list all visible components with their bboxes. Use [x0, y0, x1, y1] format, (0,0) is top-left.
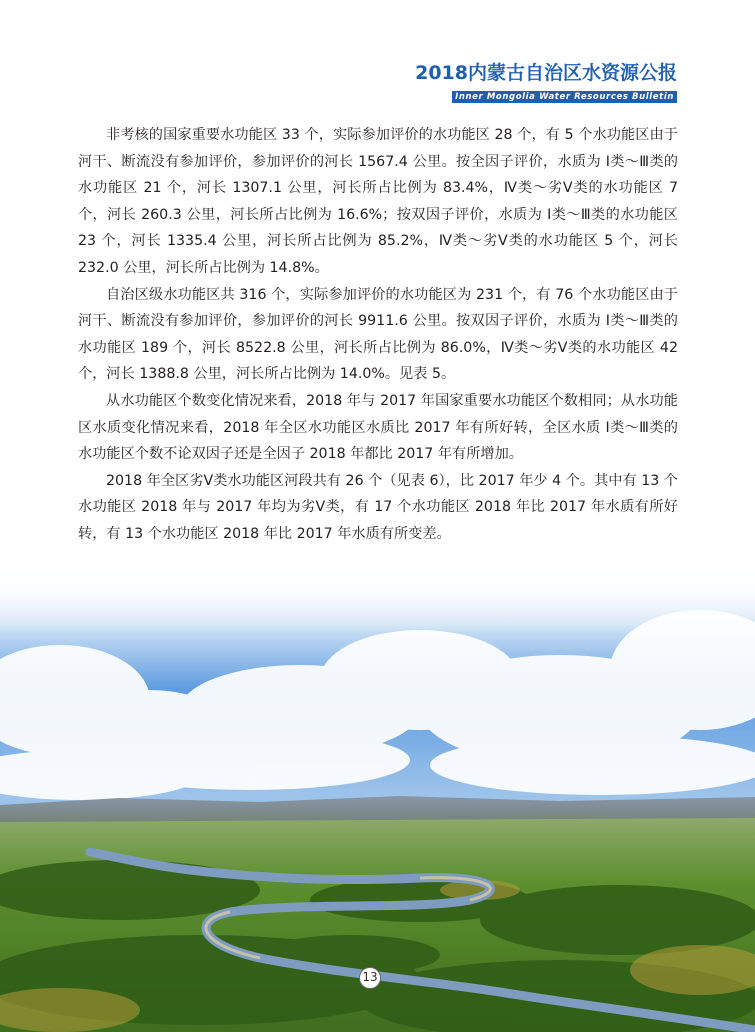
paragraph-change-analysis: 从水功能区个数变化情况来看，2018 年与 2017 年国家重要水功能区个数相同；从水功能区水质变化情况来看，2018 年全区水功能区水质比 2017 年有所好转，全区水质 Ⅰ类～Ⅲ类的水功能区个数不论双因子还是全因子 2018 年都比 2017 年有所增加。: [78, 392, 678, 463]
bulletin-subtitle: Inner Mongolia Water Resources Bulletin: [452, 91, 677, 103]
paragraph-inferior-v-zones: 2018 年全区劣Ⅴ类水功能区河段共有 26 个（见表 6），比 2017 年少 4 个。其中有 13 个水功能区 2018 年与 2017 年均为劣Ⅴ类，有 17 个水功能区 2018 年比 2017 年水质有所好转，有 13 个水功能区 2018 年比 2017 年水质有所变差。: [78, 472, 678, 542]
bulletin-header: [415, 62, 677, 103]
page-number: 13: [359, 967, 381, 989]
body-text: [78, 122, 678, 548]
bulletin-title: 2018内蒙古自治区水资源公报: [415, 62, 677, 84]
grassland-river-photo: [0, 560, 755, 1032]
paragraph-national-function-zones: 非考核的国家重要水功能区 33 个，实际参加评价的水功能区 28 个，有 5 个水功能区由于河干、断流没有参加评价，参加评价的河长 1567.4 公里。按全因子评价，水质为 Ⅰ类～Ⅲ类的水功能区 21 个，河长 1307.1 公里，河长所占比例为 83.4%，Ⅳ类～劣Ⅴ类的水功能区 7 个，河长 260.3 公里，河长所占比例为 16.6%；按双因子评价，水质为 Ⅰ类～Ⅲ类的水功能区 23 个，河长 1335.4 公里，河长所占比例为 85.2%，Ⅳ类～劣Ⅴ类的水功能区 5 个，河长 232.0 公里，河长所占比例为 14.8%。: [78, 127, 678, 276]
paragraph-regional-function-zones: 自治区级水功能区共 316 个，实际参加评价的水功能区为 231 个，有 76 个水功能区由于河干、断流没有参加评价，参加评价的河长 9911.6 公里。按双因子评价，水质为 Ⅰ类～Ⅲ类的水功能区 189 个，河长 8522.8 公里，河长所占比例为 86.0%，Ⅳ类～劣Ⅴ类的水功能区 42 个，河长 1388.8 公里，河长所占比例为 14.0%。见表 5。: [78, 286, 678, 383]
